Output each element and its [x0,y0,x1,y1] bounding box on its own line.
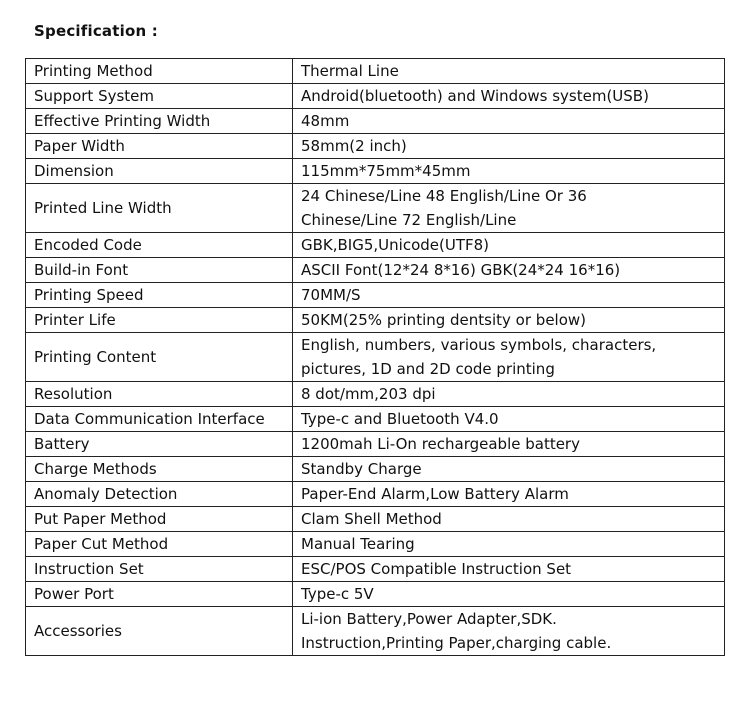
spec-value-line: 70MM/S [301,286,361,304]
spec-value [293,134,725,159]
spec-label: Power Port [26,582,293,607]
spec-value [293,233,725,258]
spec-value-line: 1200mah Li-On rechargeable battery [301,435,580,453]
spec-label: Put Paper Method [26,507,293,532]
spec-value [293,84,725,109]
spec-row [26,159,725,184]
spec-value-line: Clam Shell Method [301,510,442,528]
spec-value [293,283,725,308]
spec-value-line: GBK,BIG5,Unicode(UTF8) [301,236,490,254]
spec-value-line: Instruction,Printing Paper,charging cable. [301,634,612,652]
spec-row [26,382,725,407]
spec-label: Anomaly Detection [26,482,293,507]
spec-value [293,382,725,407]
spec-value-line: 50KM(25% printing dentsity or below) [301,311,587,329]
spec-value-line: Chinese/Line 72 English/Line [301,211,517,229]
spec-label: Data Communication Interface [26,407,293,432]
spec-value [293,582,725,607]
spec-label: Printing Method [26,59,293,84]
spec-value-line: Manual Tearing [301,535,415,553]
spec-value [293,258,725,283]
spec-label: Support System [26,84,293,109]
spec-label: Printing Content [26,333,293,382]
spec-label: Printer Life [26,308,293,333]
spec-value [293,59,725,84]
spec-row [26,233,725,258]
spec-value [293,109,725,134]
spec-label: Printing Speed [26,283,293,308]
spec-row [26,482,725,507]
spec-table [25,58,725,656]
spec-row [26,308,725,333]
spec-row [26,507,725,532]
spec-heading: Specification : [34,22,158,40]
spec-value [293,457,725,482]
spec-row [26,432,725,457]
spec-value [293,557,725,582]
spec-value-line: 58mm(2 inch) [301,137,407,155]
spec-value-line: Paper-End Alarm,Low Battery Alarm [301,485,569,503]
spec-value [293,432,725,457]
spec-value-line: ESC/POS Compatible Instruction Set [301,560,572,578]
spec-table-body [26,59,725,656]
spec-label: Paper Width [26,134,293,159]
spec-value-line: 24 Chinese/Line 48 English/Line Or 36 [301,187,587,205]
spec-value-line: Thermal Line [301,62,399,80]
spec-label: Effective Printing Width [26,109,293,134]
spec-row [26,109,725,134]
spec-label: Instruction Set [26,557,293,582]
spec-value-line: 115mm*75mm*45mm [301,162,471,180]
spec-row [26,407,725,432]
spec-value-line: 8 dot/mm,203 dpi [301,385,436,403]
spec-value-line: ASCII Font(12*24 8*16) GBK(24*24 16*16) [301,261,621,279]
spec-row [26,184,725,233]
spec-row [26,557,725,582]
spec-value-line: Type-c and Bluetooth V4.0 [301,410,499,428]
spec-row [26,84,725,109]
spec-value [293,532,725,557]
spec-label: Paper Cut Method [26,532,293,557]
spec-row [26,582,725,607]
spec-value [293,159,725,184]
spec-value [293,308,725,333]
spec-value [293,184,725,233]
spec-row [26,457,725,482]
spec-value-line: Android(bluetooth) and Windows system(USB) [301,87,649,105]
spec-value [293,407,725,432]
spec-row [26,532,725,557]
spec-label: Encoded Code [26,233,293,258]
spec-value [293,333,725,382]
spec-value-line: pictures, 1D and 2D code printing [301,360,555,378]
spec-label: Build-in Font [26,258,293,283]
spec-value-line: Standby Charge [301,460,422,478]
spec-value-line: Type-c 5V [301,585,374,603]
spec-label: Accessories [26,607,293,656]
spec-value [293,607,725,656]
spec-label: Dimension [26,159,293,184]
spec-label: Battery [26,432,293,457]
spec-row [26,607,725,656]
spec-label: Printed Line Width [26,184,293,233]
spec-label: Charge Methods [26,457,293,482]
spec-row [26,59,725,84]
spec-row [26,134,725,159]
spec-value [293,507,725,532]
spec-row [26,258,725,283]
spec-row [26,283,725,308]
spec-label: Resolution [26,382,293,407]
spec-value [293,482,725,507]
spec-value-line: English, numbers, various symbols, characters, [301,336,657,354]
spec-row [26,333,725,382]
spec-value-line: Li-ion Battery,Power Adapter,SDK. [301,610,557,628]
spec-value-line: 48mm [301,112,350,130]
